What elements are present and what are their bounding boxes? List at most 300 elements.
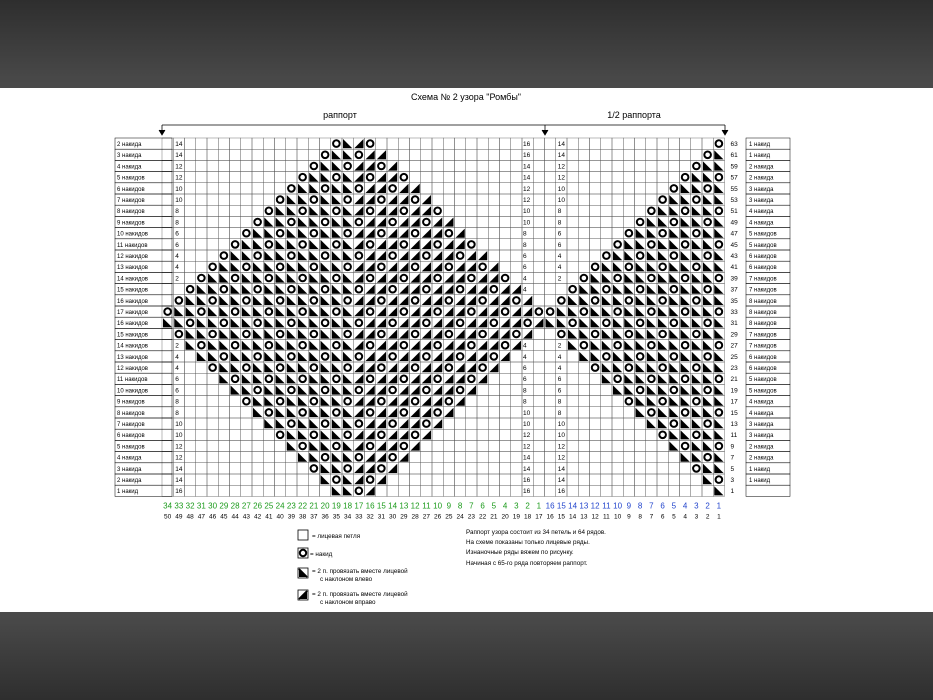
k2tog-right-symbol bbox=[501, 329, 510, 338]
stitch-cell bbox=[578, 373, 589, 384]
stitch-cell bbox=[297, 138, 308, 149]
stitch-cell bbox=[466, 474, 477, 485]
mid-count: 8 bbox=[523, 230, 527, 238]
stitch-cell bbox=[207, 194, 218, 205]
k2tog-left-symbol bbox=[231, 251, 240, 260]
stitch-cell bbox=[477, 440, 488, 451]
yo-symbol bbox=[423, 353, 430, 360]
stitch-cell bbox=[443, 194, 454, 205]
stitch-cell bbox=[387, 138, 398, 149]
k2tog-left-symbol bbox=[714, 329, 723, 338]
left-count: 10 bbox=[175, 432, 183, 440]
k2tog-left-symbol bbox=[343, 184, 352, 193]
k2tog-left-symbol bbox=[174, 307, 183, 316]
k2tog-left-symbol bbox=[647, 296, 656, 305]
yo-symbol bbox=[626, 230, 633, 237]
stitch-cell bbox=[252, 463, 263, 474]
k2tog-left-symbol bbox=[714, 150, 723, 159]
stitch-cell bbox=[252, 205, 263, 216]
k2tog-right-symbol bbox=[399, 419, 408, 428]
k2tog-left-symbol bbox=[287, 363, 296, 372]
k2tog-left-symbol bbox=[647, 285, 656, 294]
k2tog-left-symbol bbox=[714, 251, 723, 260]
stitch-cell bbox=[421, 485, 432, 496]
k2tog-left-symbol bbox=[253, 296, 262, 305]
right-yo-label: 4 накида bbox=[749, 399, 774, 406]
stitch-cell bbox=[185, 172, 196, 183]
left-yo-label: 4 накида bbox=[117, 455, 142, 462]
k2tog-right-symbol bbox=[444, 374, 453, 383]
k2tog-right-symbol bbox=[366, 464, 375, 473]
k2tog-left-symbol bbox=[276, 374, 285, 383]
k2tog-left-symbol bbox=[264, 229, 273, 238]
stitch-cell bbox=[241, 160, 252, 171]
stitch-cell bbox=[466, 194, 477, 205]
yo-symbol bbox=[637, 353, 644, 360]
yo-symbol bbox=[344, 163, 351, 170]
k2tog-left-symbol bbox=[298, 419, 307, 428]
stitch-number-black-right: 5 bbox=[672, 513, 676, 521]
stitch-cell bbox=[162, 396, 173, 407]
left-yo-label: 3 накида bbox=[117, 153, 142, 160]
yo-symbol bbox=[277, 331, 284, 338]
yo-symbol bbox=[446, 364, 453, 371]
k2tog-right-symbol bbox=[354, 240, 363, 249]
stitch-cell bbox=[488, 474, 499, 485]
stitch-cell bbox=[421, 440, 432, 451]
k2tog-right-symbol bbox=[411, 341, 420, 350]
row-number: 51 bbox=[730, 208, 738, 216]
yo-symbol bbox=[648, 208, 655, 215]
stitch-cell bbox=[635, 485, 646, 496]
yo-symbol bbox=[659, 398, 666, 405]
k2tog-left-symbol bbox=[681, 385, 690, 394]
yo-symbol bbox=[356, 152, 363, 159]
stitch-cell bbox=[275, 160, 286, 171]
right-count: 16 bbox=[557, 488, 565, 496]
k2tog-left-symbol bbox=[287, 341, 296, 350]
yo-symbol bbox=[693, 465, 700, 472]
stitch-cell bbox=[207, 452, 218, 463]
k2tog-left-symbol bbox=[636, 229, 645, 238]
stitch-cell bbox=[601, 384, 612, 395]
k2tog-right-symbol bbox=[411, 273, 420, 282]
stitch-cell bbox=[623, 463, 634, 474]
yo-symbol bbox=[367, 443, 374, 450]
k2tog-left-symbol bbox=[208, 273, 217, 282]
yo-symbol bbox=[682, 376, 689, 383]
stitch-cell bbox=[578, 440, 589, 451]
mid-count: 4 bbox=[523, 286, 527, 294]
stitch-number-blue: 8 bbox=[637, 501, 643, 511]
stitch-cell bbox=[590, 384, 601, 395]
k2tog-left-symbol bbox=[298, 262, 307, 271]
k2tog-right-symbol bbox=[456, 273, 465, 282]
stitch-cell bbox=[488, 396, 499, 407]
right-yo-label: 7 накидов bbox=[749, 332, 777, 339]
stitch-cell bbox=[488, 160, 499, 171]
stitch-number-black: 40 bbox=[276, 513, 284, 521]
stitch-cell bbox=[410, 474, 421, 485]
stitch-cell bbox=[578, 452, 589, 463]
stitch-number-black: 17 bbox=[535, 513, 543, 521]
k2tog-left-symbol bbox=[669, 296, 678, 305]
stitch-cell bbox=[657, 440, 668, 451]
right-count: 10 bbox=[557, 185, 565, 193]
right-count: 10 bbox=[557, 421, 565, 428]
stitch-number-black: 20 bbox=[501, 513, 509, 521]
k2tog-right-symbol bbox=[354, 161, 363, 170]
yo-symbol bbox=[626, 364, 633, 371]
k2tog-left-symbol bbox=[647, 251, 656, 260]
note-2: На схеме показаны только лицевые ряды. bbox=[466, 539, 590, 546]
left-yo-label: 12 накидов bbox=[117, 254, 148, 260]
yo-symbol bbox=[446, 230, 453, 237]
yo-symbol bbox=[412, 297, 419, 304]
yo-symbol bbox=[412, 230, 419, 237]
k2tog-left-symbol bbox=[276, 217, 285, 226]
stitch-cell bbox=[500, 149, 511, 160]
left-count: 12 bbox=[175, 174, 183, 182]
stitch-cell bbox=[545, 429, 556, 440]
stitch-cell bbox=[218, 160, 229, 171]
yo-symbol bbox=[401, 275, 408, 282]
stitch-number-black: 32 bbox=[366, 513, 374, 521]
stitch-number-black: 37 bbox=[310, 513, 318, 521]
k2tog-left-symbol bbox=[298, 217, 307, 226]
stitch-cell bbox=[511, 216, 522, 227]
stitch-cell bbox=[297, 149, 308, 160]
k2tog-left-symbol bbox=[613, 285, 622, 294]
stitch-cell bbox=[601, 205, 612, 216]
stitch-cell bbox=[230, 407, 241, 418]
k2tog-left-symbol bbox=[343, 285, 352, 294]
k2tog-right-symbol bbox=[433, 363, 442, 372]
k2tog-left-symbol bbox=[231, 363, 240, 372]
k2tog-right-symbol bbox=[354, 296, 363, 305]
left-yo-label: 12 накидов bbox=[117, 366, 148, 372]
stitch-cell bbox=[578, 250, 589, 261]
k2tog-right-symbol bbox=[467, 318, 476, 327]
stitch-cell bbox=[500, 485, 511, 496]
stitch-cell bbox=[410, 452, 421, 463]
stitch-cell bbox=[241, 474, 252, 485]
stitch-cell bbox=[185, 160, 196, 171]
yo-symbol bbox=[221, 320, 228, 327]
yo-symbol bbox=[367, 140, 374, 147]
stitch-cell bbox=[230, 172, 241, 183]
stitch-cell bbox=[432, 183, 443, 194]
half-rapport-label: 1/2 раппорта bbox=[607, 110, 661, 120]
k2tog-left-symbol bbox=[714, 217, 723, 226]
yo-symbol bbox=[401, 443, 408, 450]
left-yo-label: 4 накида bbox=[117, 164, 142, 171]
k2tog-left-symbol bbox=[321, 430, 330, 439]
k2tog-left-symbol bbox=[613, 329, 622, 338]
stitch-cell bbox=[590, 183, 601, 194]
k2tog-right-symbol bbox=[399, 229, 408, 238]
k2tog-right-symbol bbox=[411, 441, 420, 450]
k2tog-left-symbol bbox=[309, 352, 318, 361]
k2tog-left-symbol bbox=[287, 296, 296, 305]
mid-count: 16 bbox=[523, 488, 531, 496]
stitch-cell bbox=[185, 452, 196, 463]
mid-count: 8 bbox=[523, 241, 527, 249]
k2tog-right-symbol bbox=[399, 184, 408, 193]
stitch-cell bbox=[207, 474, 218, 485]
stitch-cell bbox=[432, 138, 443, 149]
k2tog-left-symbol bbox=[658, 273, 667, 282]
left-count: 8 bbox=[175, 409, 179, 417]
k2tog-right-symbol bbox=[366, 430, 375, 439]
stitch-cell bbox=[578, 407, 589, 418]
k2tog-left-symbol bbox=[692, 408, 701, 417]
stitch-cell bbox=[162, 362, 173, 373]
k2tog-right-symbol bbox=[366, 318, 375, 327]
left-yo-label: 6 накидов bbox=[117, 433, 145, 440]
stitch-cell bbox=[252, 160, 263, 171]
stitch-number-black: 21 bbox=[490, 513, 498, 521]
stitch-cell bbox=[286, 149, 297, 160]
stitch-cell bbox=[162, 340, 173, 351]
stitch-cell bbox=[185, 351, 196, 362]
right-yo-label: 1 накид bbox=[749, 466, 771, 473]
stitch-cell bbox=[623, 216, 634, 227]
stitch-cell bbox=[320, 485, 331, 496]
k2tog-left-symbol bbox=[613, 251, 622, 260]
yo-symbol bbox=[299, 376, 306, 383]
stitch-cell bbox=[196, 463, 207, 474]
stitch-cell bbox=[443, 485, 454, 496]
stitch-cell bbox=[533, 172, 544, 183]
stitch-cell bbox=[691, 149, 702, 160]
left-yo-label: 15 накидов bbox=[117, 332, 148, 339]
stitch-cell bbox=[646, 172, 657, 183]
stitch-cell bbox=[567, 351, 578, 362]
mid-count: 12 bbox=[523, 185, 531, 193]
yo-symbol bbox=[232, 275, 239, 282]
stitch-cell bbox=[162, 384, 173, 395]
yo-symbol bbox=[378, 465, 385, 472]
yo-symbol bbox=[254, 219, 261, 226]
stitch-cell bbox=[455, 160, 466, 171]
k2tog-left-symbol bbox=[343, 273, 352, 282]
mid-count: 14 bbox=[523, 465, 531, 473]
yo-symbol bbox=[299, 342, 306, 349]
k2tog-left-symbol bbox=[186, 296, 195, 305]
stitch-cell bbox=[601, 474, 612, 485]
k2tog-right-symbol bbox=[422, 329, 431, 338]
stitch-cell bbox=[668, 463, 679, 474]
yo-symbol bbox=[648, 409, 655, 416]
stitch-number-blue: 9 bbox=[626, 501, 632, 511]
stitch-cell bbox=[533, 261, 544, 272]
yo-symbol bbox=[299, 409, 306, 416]
yo-symbol bbox=[378, 331, 385, 338]
k2tog-left-symbol bbox=[343, 453, 352, 462]
yo-symbol bbox=[288, 185, 295, 192]
yo-symbol bbox=[513, 297, 520, 304]
k2tog-left-symbol bbox=[264, 262, 273, 271]
stitch-cell bbox=[455, 205, 466, 216]
left-yo-label: 2 накида bbox=[117, 142, 142, 148]
stitch-cell bbox=[657, 160, 668, 171]
left-count: 4 bbox=[175, 365, 179, 372]
right-count: 6 bbox=[557, 376, 562, 384]
stitch-cell bbox=[601, 463, 612, 474]
left-yo-label: 10 накидов bbox=[117, 388, 148, 395]
k2tog-right-symbol bbox=[399, 217, 408, 226]
k2tog-left-symbol bbox=[253, 341, 262, 350]
legend-k2tog-right-symbol bbox=[298, 590, 308, 600]
yo-symbol bbox=[401, 308, 408, 315]
stitch-cell bbox=[241, 183, 252, 194]
k2tog-right-symbol bbox=[422, 273, 431, 282]
k2tog-left-symbol bbox=[298, 184, 307, 193]
stitch-cell bbox=[567, 474, 578, 485]
k2tog-right-symbol bbox=[444, 341, 453, 350]
stitch-cell bbox=[500, 138, 511, 149]
stitch-cell bbox=[668, 149, 679, 160]
right-count: 8 bbox=[557, 398, 562, 406]
stitch-cell bbox=[185, 205, 196, 216]
k2tog-right-symbol bbox=[399, 285, 408, 294]
stitch-number-black: 33 bbox=[355, 513, 363, 521]
stitch-cell bbox=[680, 463, 691, 474]
right-yo-label: 4 накида bbox=[749, 410, 774, 417]
stitch-cell bbox=[601, 418, 612, 429]
stitch-number-blue: 2 bbox=[705, 501, 710, 511]
row-number: 45 bbox=[730, 241, 738, 249]
yo-symbol bbox=[232, 376, 239, 383]
yo-symbol bbox=[299, 275, 306, 282]
stitch-cell bbox=[218, 452, 229, 463]
k2tog-right-symbol bbox=[501, 296, 510, 305]
stitch-number-black: 25 bbox=[445, 513, 453, 521]
stitch-cell bbox=[308, 485, 319, 496]
yo-symbol bbox=[626, 398, 633, 405]
yo-symbol bbox=[682, 174, 689, 181]
k2tog-left-symbol bbox=[714, 195, 723, 204]
yo-symbol bbox=[502, 275, 509, 282]
stitch-cell bbox=[466, 172, 477, 183]
stitch-cell bbox=[196, 485, 207, 496]
stitch-cell bbox=[185, 239, 196, 250]
k2tog-left-symbol bbox=[647, 318, 656, 327]
stitch-cell bbox=[500, 452, 511, 463]
stitch-cell bbox=[196, 440, 207, 451]
stitch-cell bbox=[466, 407, 477, 418]
stitch-cell bbox=[488, 149, 499, 160]
yo-symbol bbox=[266, 409, 273, 416]
stitch-cell bbox=[230, 429, 241, 440]
stitch-number-blue: 12 bbox=[590, 501, 600, 511]
yo-symbol bbox=[704, 185, 711, 192]
left-yo-label: 15 накидов bbox=[117, 287, 148, 294]
stitch-cell bbox=[578, 183, 589, 194]
stitch-cell bbox=[635, 452, 646, 463]
k2tog-right-symbol bbox=[354, 464, 363, 473]
k2tog-left-symbol bbox=[287, 273, 296, 282]
right-count: 12 bbox=[557, 454, 565, 462]
stitch-number-green: 30 bbox=[208, 501, 218, 511]
stitch-cell bbox=[635, 463, 646, 474]
stitch-number-blue: 14 bbox=[568, 501, 578, 511]
stitch-cell bbox=[398, 149, 409, 160]
k2tog-left-symbol bbox=[636, 307, 645, 316]
stitch-cell bbox=[533, 250, 544, 261]
left-count: 14 bbox=[175, 477, 183, 484]
yo-symbol bbox=[333, 275, 340, 282]
k2tog-left-symbol bbox=[321, 441, 330, 450]
stitch-cell bbox=[185, 261, 196, 272]
mid-count: 10 bbox=[523, 421, 531, 428]
k2tog-right-symbol bbox=[366, 229, 375, 238]
stitch-cell bbox=[623, 418, 634, 429]
k2tog-left-symbol bbox=[669, 195, 678, 204]
yo-symbol bbox=[288, 219, 295, 226]
stitch-cell bbox=[230, 452, 241, 463]
stitch-cell bbox=[500, 239, 511, 250]
k2tog-right-symbol bbox=[422, 229, 431, 238]
k2tog-left-symbol bbox=[321, 464, 330, 473]
yo-symbol bbox=[333, 342, 340, 349]
k2tog-left-symbol bbox=[692, 173, 701, 182]
stitch-numbers bbox=[163, 501, 721, 520]
right-yo-label: 6 накидов bbox=[749, 366, 777, 372]
k2tog-left-symbol bbox=[264, 251, 273, 260]
stitch-cell bbox=[196, 373, 207, 384]
stitch-cell bbox=[488, 228, 499, 239]
stitch-cell bbox=[421, 149, 432, 160]
k2tog-left-symbol bbox=[681, 397, 690, 406]
k2tog-right-symbol bbox=[377, 217, 386, 226]
left-yo-label: 9 накидов bbox=[117, 399, 145, 406]
k2tog-left-symbol bbox=[287, 329, 296, 338]
stitch-cell bbox=[432, 160, 443, 171]
yo-symbol bbox=[434, 409, 441, 416]
yo-symbol bbox=[693, 196, 700, 203]
yo-symbol bbox=[659, 196, 666, 203]
k2tog-right-symbol bbox=[444, 273, 453, 282]
stitch-cell bbox=[162, 160, 173, 171]
yo-symbol bbox=[176, 297, 183, 304]
stitch-number-black: 18 bbox=[524, 513, 532, 521]
stitch-cell bbox=[578, 485, 589, 496]
k2tog-left-symbol bbox=[658, 318, 667, 327]
stitch-number-green: 7 bbox=[469, 501, 474, 511]
yo-symbol bbox=[682, 275, 689, 282]
yo-symbol bbox=[446, 398, 453, 405]
k2tog-right-symbol bbox=[377, 285, 386, 294]
stitch-number-green: 27 bbox=[241, 501, 251, 511]
k2tog-left-symbol bbox=[309, 453, 318, 462]
stitch-cell bbox=[218, 418, 229, 429]
k2tog-right-symbol bbox=[456, 229, 465, 238]
stitch-cell bbox=[601, 149, 612, 160]
k2tog-right-symbol bbox=[388, 296, 397, 305]
left-yo-label: 11 накидов bbox=[117, 377, 148, 384]
knitting-chart bbox=[0, 88, 933, 612]
stitch-cell bbox=[646, 463, 657, 474]
stitch-cell bbox=[466, 418, 477, 429]
k2tog-left-symbol bbox=[703, 441, 712, 450]
stitch-cell bbox=[646, 452, 657, 463]
k2tog-left-symbol bbox=[658, 385, 667, 394]
k2tog-left-symbol bbox=[669, 273, 678, 282]
yo-symbol bbox=[401, 241, 408, 248]
k2tog-left-symbol bbox=[681, 352, 690, 361]
